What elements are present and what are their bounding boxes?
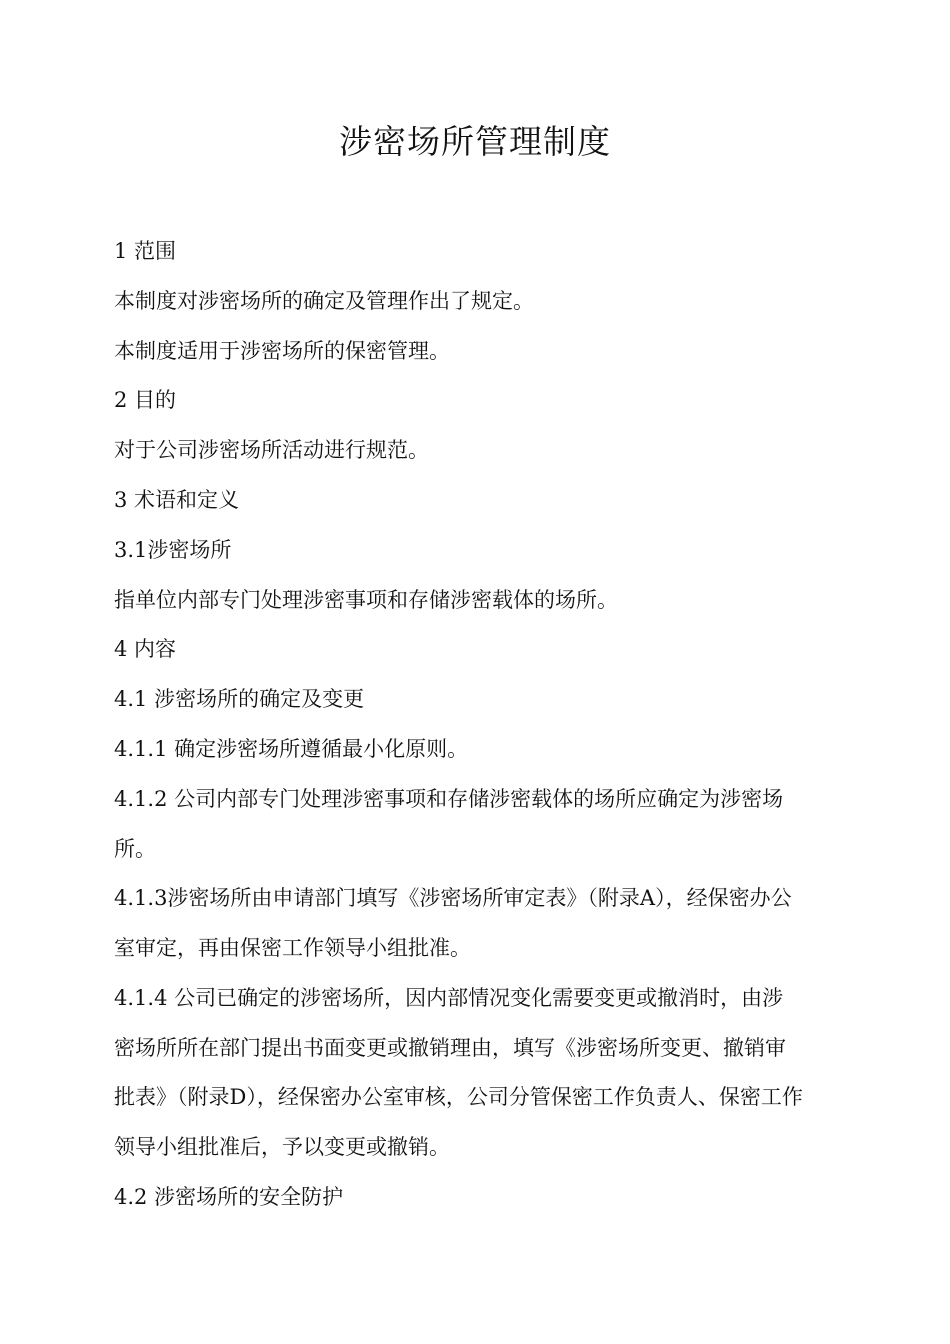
paragraph-line: 对于公司涉密场所活动进行规范。 bbox=[114, 438, 429, 462]
paragraph-line: 批表》（附录D），经保密办公室审核，公司分管保密工作负责人、保密工作 bbox=[114, 1085, 803, 1109]
paragraph-line: 本制度适用于涉密场所的保密管理。 bbox=[114, 339, 450, 363]
section-heading-terms: 3 术语和定义 bbox=[114, 488, 240, 512]
document-title: 涉密场所管理制度 bbox=[339, 122, 611, 161]
paragraph-line: 领导小组批准后，予以变更或撤销。 bbox=[114, 1135, 450, 1159]
section-heading-scope: 1 范围 bbox=[114, 239, 177, 263]
section-heading-content: 4 内容 bbox=[114, 637, 177, 661]
paragraph-line: 密场所所在部门提出书面变更或撤销理由，填写《涉密场所变更、撤销审 bbox=[114, 1036, 786, 1060]
paragraph-line: 本制度对涉密场所的确定及管理作出了规定。 bbox=[114, 289, 534, 313]
section-heading-purpose: 2 目的 bbox=[114, 388, 177, 412]
paragraph-line: 4.1.3涉密场所由申请部门填写《涉密场所审定表》（附录A），经保密办公 bbox=[114, 886, 792, 910]
paragraph-line: 所。 bbox=[114, 837, 156, 861]
subsection-heading: 3.1涉密场所 bbox=[114, 538, 232, 562]
paragraph-line: 指单位内部专门处理涉密事项和存储涉密载体的场所。 bbox=[114, 588, 618, 612]
paragraph-line: 4.1.2 公司内部专门处理涉密事项和存储涉密载体的场所应确定为涉密场 bbox=[114, 787, 784, 811]
subsection-heading: 4.2 涉密场所的安全防护 bbox=[114, 1185, 344, 1209]
paragraph-line: 4.1.4 公司已确定的涉密场所，因内部情况变化需要变更或撤消时，由涉 bbox=[114, 986, 784, 1010]
paragraph-line: 室审定，再由保密工作领导小组批准。 bbox=[114, 936, 471, 960]
subsection-heading: 4.1 涉密场所的确定及变更 bbox=[114, 687, 365, 711]
paragraph-line: 4.1.1 确定涉密场所遵循最小化原则。 bbox=[114, 737, 469, 761]
